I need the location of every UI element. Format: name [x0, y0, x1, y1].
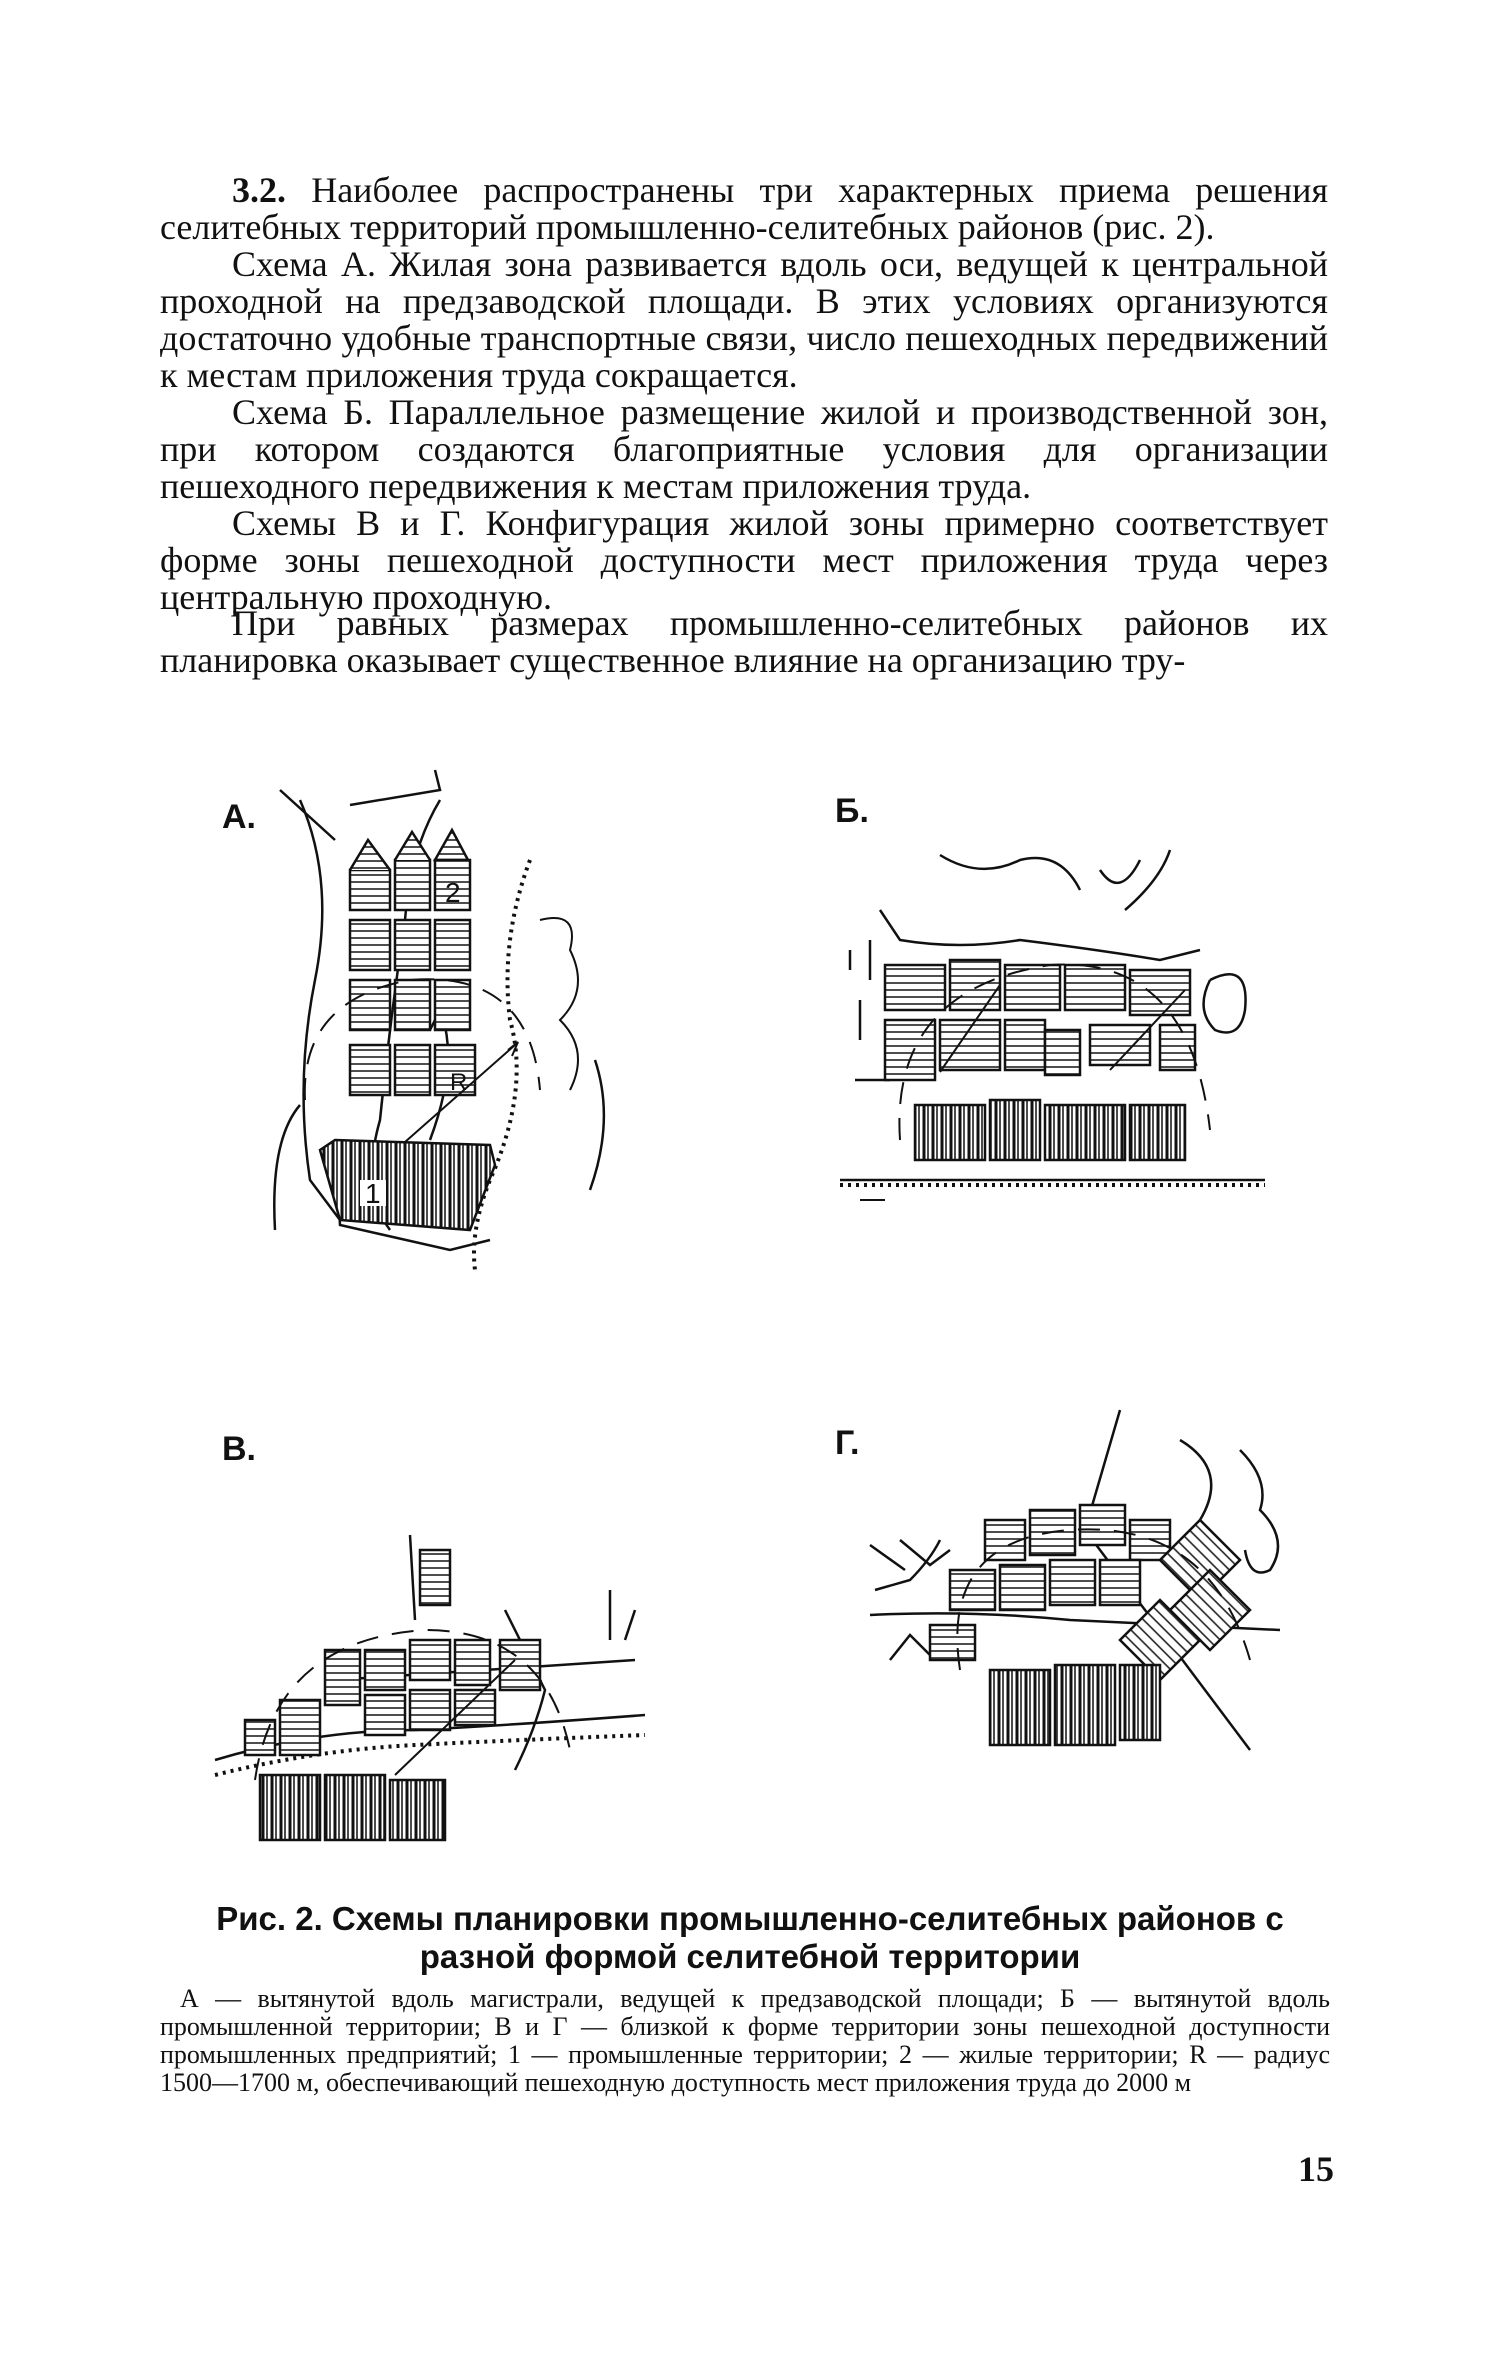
- page-number: 15: [1298, 2149, 1334, 2189]
- industry-mark-a: 1: [365, 1178, 381, 1209]
- figure-caption-body: А — вытянутой вдоль магистрали, ведущей к предзаводской площади; Б — вытянутой вдоль промышленной территории; В и Г — близкой к форме территории зоны пешеходной доступности промышленных предприятий; 1 — промышленные территории; 2 — жилые территории; R — радиус 1500—1700 м, обеспечивающий пешеходную доступность мест приложения труда до 2000 м: [160, 1984, 1330, 2097]
- radius-mark-a: R: [450, 1069, 468, 1096]
- paragraph-planning: При равных размерах промышленно-селитебных районов их планировка оказывает существенное влияние на организацию тру-: [160, 603, 1328, 680]
- paragraph-intro: [160, 172, 1328, 246]
- scheme-a-map: [240, 760, 610, 1280]
- scheme-a-label: А.: [222, 798, 256, 836]
- scheme-b-map: [840, 840, 1270, 1220]
- scheme-v-map: [215, 1530, 655, 1860]
- paragraph-intro-text: Наиболее распространены три характерных приема решения селитебных территорий промышленно-селитебных районов (рис. 2).: [160, 170, 1329, 247]
- scheme-g-label: Г.: [835, 1424, 860, 1462]
- paragraph-scheme-b: Схема Б. Параллельное размещение жилой и производственной зон, при котором создаются благоприятные условия для организации пешеходного передвижения к местам приложения труда.: [160, 392, 1328, 506]
- paragraph-scheme-a: Схема А. Жилая зона развивается вдоль оси, ведущей к центральной проходной на предзаводской площади. В этих условиях организуются достаточно удобные транспортные связи, число пешеходных передвижений к местам приложения труда сокращается.: [160, 244, 1328, 395]
- section-number: 3.2.: [232, 170, 286, 210]
- scheme-v-label: В.: [222, 1430, 256, 1468]
- paragraph-scheme-v-g: Схемы В и Г. Конфигурация жилой зоны примерно соответствует форме зоны пешеходной доступности мест приложения труда через центральную проходную.: [160, 503, 1328, 617]
- scheme-b-label: Б.: [835, 792, 869, 830]
- housing-mark-a: 2: [445, 877, 461, 908]
- scheme-g-map: [870, 1410, 1300, 1760]
- figure-caption-title: Рис. 2. Схемы планировки промышленно-селитебных районов с разной формой селитебной территории: [216, 1900, 1284, 1975]
